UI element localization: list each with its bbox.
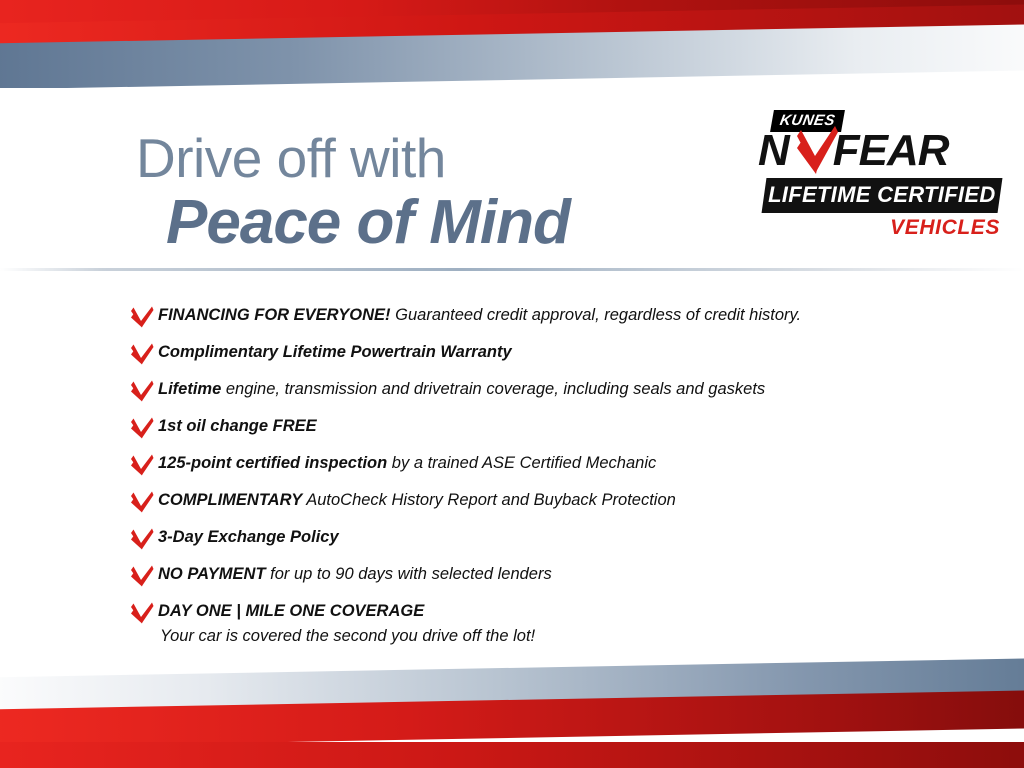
- headline-block: [136, 128, 756, 256]
- check-mark-icon: [130, 602, 154, 624]
- headline-line-1: Drive off with: [136, 127, 446, 189]
- check-mark-icon: [130, 491, 154, 513]
- bottom-red-band: [0, 742, 1024, 768]
- list-item-bold: DAY ONE | MILE ONE COVERAGE: [158, 602, 425, 620]
- list-item-text: [158, 564, 552, 585]
- logo-lifetime-certified: [762, 178, 1003, 213]
- logo-no-fear-prefix: N: [758, 126, 789, 175]
- list-item-bold: Complimentary Lifetime Powertrain Warranty: [158, 343, 512, 361]
- list-item-text: [158, 416, 317, 437]
- list-item-text: [158, 379, 765, 400]
- list-item: [130, 379, 930, 402]
- logo-vehicles-text: VEHICLES: [890, 216, 1000, 239]
- list-item: [130, 453, 930, 476]
- list-item-bold: 3-Day Exchange Policy: [158, 528, 339, 546]
- list-item: [130, 490, 930, 513]
- check-mark-icon: [130, 343, 154, 365]
- kunes-no-fear-logo: [758, 108, 1006, 258]
- list-item-text: [158, 527, 339, 548]
- benefits-list: [130, 305, 930, 661]
- logo-brand-kunes: KUNES: [770, 110, 845, 132]
- logo-no-fear-text: [758, 128, 998, 174]
- list-item: [130, 601, 930, 647]
- logo-no-fear-suffix: FEAR: [832, 126, 949, 175]
- list-item-bold: 1st oil change FREE: [158, 417, 317, 435]
- list-item-rest: Guaranteed credit approval, regardless of credit history.: [390, 306, 802, 324]
- list-item-text: [158, 490, 676, 511]
- list-item: [130, 527, 930, 550]
- list-item-bold: FINANCING FOR EVERYONE!: [158, 306, 391, 324]
- list-item-rest: by a trained ASE Certified Mechanic: [387, 454, 657, 472]
- list-item-bold: NO PAYMENT: [158, 565, 266, 583]
- check-mark-icon: [130, 565, 154, 587]
- headline-line-2: Peace of Mind: [166, 188, 570, 257]
- check-mark-icon: [795, 126, 839, 176]
- list-item-text: [158, 601, 535, 647]
- logo-lifetime-certified-text: LIFETIME CERTIFIED: [768, 182, 996, 207]
- list-item: [130, 416, 930, 439]
- list-item: [130, 564, 930, 587]
- check-mark-icon: [130, 306, 154, 328]
- list-item-subtext: Your car is covered the second you drive off the lot!: [160, 627, 536, 645]
- check-mark-icon: [130, 417, 154, 439]
- check-mark-icon: [130, 454, 154, 476]
- list-item-rest: AutoCheck History Report and Buyback Protection: [302, 491, 676, 509]
- list-item: [130, 342, 930, 365]
- list-item-rest: engine, transmission and drivetrain coverage, including seals and gaskets: [221, 380, 766, 398]
- list-item-bold: Lifetime: [158, 380, 222, 398]
- list-item-bold: COMPLIMENTARY: [158, 491, 303, 509]
- list-item-text: [158, 453, 656, 474]
- check-mark-icon: [130, 380, 154, 402]
- list-item-text: [158, 342, 512, 363]
- list-item-rest: for up to 90 days with selected lenders: [265, 565, 552, 583]
- list-item-text: [158, 305, 801, 326]
- headline-divider: [0, 268, 1024, 271]
- top-white-spacer: [0, 88, 1024, 110]
- list-item-bold: 125-point certified inspection: [158, 454, 388, 472]
- check-mark-icon: [130, 528, 154, 550]
- list-item: [130, 305, 930, 328]
